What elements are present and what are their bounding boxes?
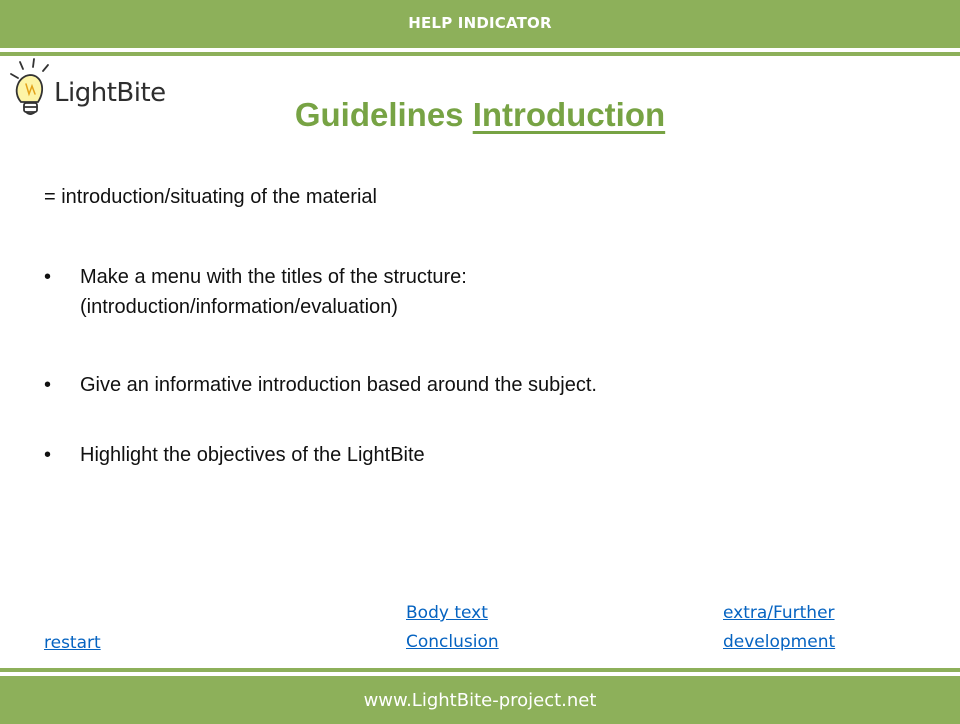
bullet-glyph: • <box>44 266 52 288</box>
restart-link[interactable]: restart <box>44 633 101 653</box>
guideline-list <box>44 262 924 470</box>
list-item <box>44 262 924 322</box>
page-title-prefix: Guidelines <box>294 96 473 133</box>
bullet-glyph: • <box>44 444 52 466</box>
list-item-line: (introduction/information/evaluation) <box>80 296 398 318</box>
list-item-line: Highlight the objectives of the LightBite <box>80 444 425 466</box>
list-item <box>44 370 924 400</box>
further-development-link-line2[interactable]: development <box>723 632 836 652</box>
footer-bar <box>0 672 960 724</box>
header-title: HELP INDICATOR <box>408 14 552 32</box>
body-text-link[interactable]: Body text <box>406 603 488 623</box>
list-item <box>44 440 924 470</box>
page-title <box>0 96 960 134</box>
logo-text: LightBite <box>54 78 166 108</box>
conclusion-link[interactable]: Conclusion <box>406 632 499 652</box>
list-item-line: Give an informative introduction based around the subject. <box>80 374 597 396</box>
intro-text: = introduction/situating of the material <box>44 186 377 208</box>
header-bar <box>0 0 960 52</box>
footer-url: www.LightBite-project.net <box>363 690 597 711</box>
page-title-topic: Introduction <box>472 96 666 133</box>
list-item-line: Make a menu with the titles of the structure: <box>80 266 467 288</box>
further-development-link[interactable]: extra/Further <box>723 603 835 623</box>
bullet-glyph: • <box>44 374 52 396</box>
